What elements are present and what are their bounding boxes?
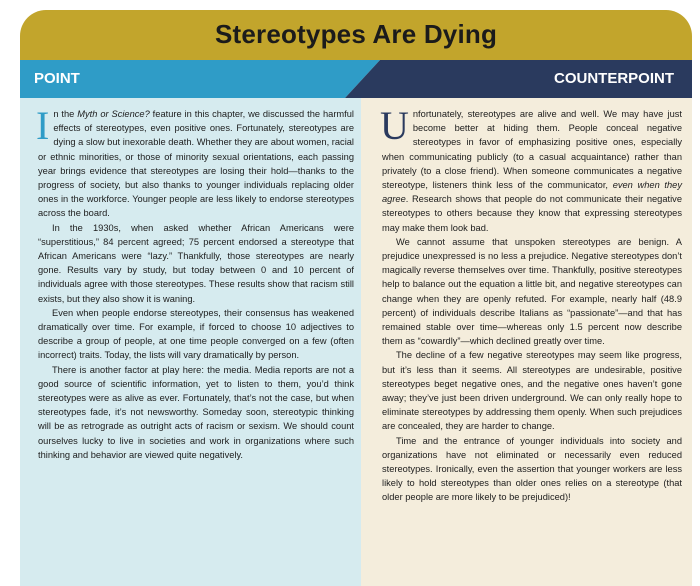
drop-cap: U	[380, 103, 409, 148]
counterpoint-paragraph-4: Time and the entrance of younger individuals into society and organizations have not eliminated or necessarily even reduced stereotypes. Ironically, even the assertion that younger workers are less likely to hold stereotypes than older ones relies on a stereotype (that older people are more likely to be prejudiced)!	[382, 435, 682, 503]
point-counterpoint-feature	[20, 10, 692, 586]
point-paragraph-2: In the 1930s, when asked whether African Americans were “superstitious,” 84 percent agreed; 75 percent endorsed a stereotype that African Americans were “lazy.” Thankfully, those stereotypes are nearly gone. Results vary by study, but today between 0 and 10 percent of individuals agree with those stereotypes. These results show that racism still exists, but they also show it is waning.	[38, 222, 354, 304]
point-paragraph-3: Even when people endorse stereotypes, their consensus has weakened dramatically over time. For example, if forced to choose 10 adjectives to describe a group of people, at one time people converged on a few (often incorrect) traits. Today, the lists will vary dramatically by person.	[38, 307, 354, 361]
title-bar	[20, 10, 692, 60]
point-label: POINT	[34, 70, 80, 87]
counterpoint-paragraph-1: Unfortunately, stereotypes are alive and well. We may have just become better at hiding them. People conceal negative stereotypes in favor of emphasizing positive ones, especially when communicating publicly (to a casual acquaintance) rather than privately (to a close friend). When someone communicates a negative stereotype, listeners think less of the communicator, even when they agree. Research shows that people do not communicate their negative stereotypes to others because they know that expressing stereotypes may make them look bad.	[380, 103, 683, 233]
counterpoint-body	[380, 103, 683, 505]
drop-cap: I	[36, 103, 50, 148]
point-paragraph-4: There is another factor at play here: the media. Media reports are not a good source of scientific information, yet to listen to them, you’d think stereotypes were as alive as ever. Fortunately, that’s not the case, but when stereotypes fade, it’s not newsworthy. Someday soon, stereotypic thinking will be as retrograde as outright acts of racism or sexism. We should count ourselves lucky to live in societies and work in organizations where such thinking and behavior are viewed quite negatively.	[38, 364, 354, 460]
counterpoint-label: COUNTERPOINT	[554, 70, 674, 87]
point-body	[36, 103, 354, 462]
counterpoint-paragraph-2: We cannot assume that unspoken stereotypes are benign. A prejudice unexpressed is no less a prejudice. Negative stereotypes don’t magically reverse themselves over time. Thankfully, positive stereotypes help to balance out the equation a little bit, and negative stereotypes can change when they are openly refuted. For example, nearly half (48.9 percent) of individuals describe Italians as “passionate”—and that has remained stable over time—whereas only 1.5 percent now describe them as “cowardly”—which declined greatly over time.	[382, 236, 682, 347]
point-paragraph-1: In the Myth or Science? feature in this chapter, we discussed the harmful effects of stereotypes, even positive ones. Fortunately, stereotypes are dying a slow but inexorable death. Whether they are about women, racial or ethnic minorities, or those of minority sexual orientations, each passing year brings evidence that stereotypes are losing their hold—thanks to the progress of society, but also thanks to younger individuals replacing older ones in the workforce. Younger people are less likely to endorse stereotypes across the board.	[36, 103, 354, 219]
feature-title: Stereotypes Are Dying	[214, 19, 498, 49]
counterpoint-paragraph-3: The decline of a few negative stereotypes may seem like progress, but it’s less than it seems. All stereotypes are undesirable, positive stereotypes beget negative ones, and the negative ones haven’t gone away; they’ve just been driven underground. We can only really hope to eliminate stereotypes by addressing them openly. When such prejudices are concealed, they are harder to change.	[382, 350, 682, 432]
